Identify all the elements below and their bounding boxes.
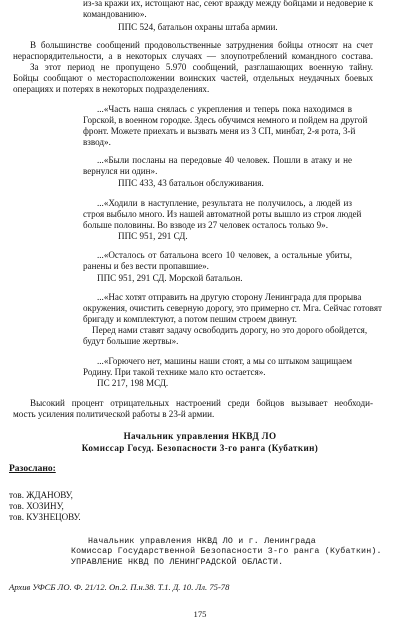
source-reference: ППС 951, 291 СД. (118, 231, 188, 241)
archive-reference: Архив УФСБ ЛО. Ф. 21/12. Оп.2. П.н.38. Т.1. Д. 10. Лл. 75-78 (9, 582, 230, 592)
quote-line: фронт. Можете приехать и вызвать меня из 3 СП, минбат, 2-я рота, 3-й (83, 126, 356, 136)
quote-line: ...«Осталось от батальона всего 10 человек, а остальные убиты, (97, 250, 352, 260)
text-line: За этот период не пропущено 5.970 сообщений, разглашающих военную тайну. (30, 62, 373, 72)
distribution-recipient: тов. КУЗНЕЦОВУ. (9, 512, 81, 522)
text-line: В большинстве сообщений продовольственные затруднения бойцы относят на счет (30, 40, 373, 50)
signature-title: Начальник управления НКВД ЛО (123, 431, 277, 441)
quote-line: ...«Нас хотят отправить на другую сторону Ленинграда для прорыва (97, 292, 362, 302)
typed-signature-line: Комиссар Государственной Безопасности 3-го ранга (Кубаткин). (71, 547, 382, 556)
quote-line: вернулся ни один». (83, 166, 158, 176)
quote-line: Перед нами ставят задачу освободить дорогу, но это дорого обойдется, (92, 325, 368, 335)
quote-line: больше половины. Во взводе из 27 человек осталось только 9». (83, 220, 328, 230)
typed-department: УПРАВЛЕНИЕ НКВД ПО ЛЕНИНГРАДСКОЙ ОБЛАСТИ. (71, 558, 284, 567)
quote-line: взвод». (83, 137, 111, 147)
text-line: командованию». (83, 9, 147, 19)
source-reference: ППС 433, 43 батальон обслуживания. (118, 178, 264, 188)
source-reference: ППС 951, 291 СД. Морской батальон. (97, 273, 243, 283)
quote-line: ...«Ходили в наступление, результата не получилось, а людей из (97, 198, 352, 208)
distribution-recipient: тов. ХОЗИНУ, (9, 501, 64, 511)
quote-line: ...«Часть наша снялась с укрепления и теперь пока находимся в (97, 104, 352, 114)
quote-line: ...«Горючего нет, машины наши стоят, а мы со штыком защищаем (97, 356, 352, 366)
typed-signature-line: Начальник управления НКВД ЛО и г. Ленинграда (88, 537, 316, 546)
quote-line: бригаду и комплектуют, а потом пешим строем двинут. (83, 314, 297, 324)
text-line: из-за кражи их, истощают нас, сеют вражду между бойцами и недоверие к (83, 0, 373, 8)
quote-line: ...«Были посланы на передовые 40 человек. Пошли в атаку и не (97, 155, 352, 165)
source-reference: ПС 217, 198 МСД. (97, 378, 169, 388)
page-number: 175 (193, 609, 207, 619)
text-line: операциях и потерях в некоторых подразделениях. (13, 84, 210, 94)
quote-line: Горской, в военном городке. Здесь обучимся немного и пойдем на другой (83, 115, 368, 125)
text-line: мость усиления политической работы в 23-й армии. (13, 409, 215, 419)
text-line: Высокий процент отрицательных настроений среди бойцов вызывает необходи- (30, 398, 373, 408)
quote-line: будут большие жертвы». (83, 336, 179, 346)
quote-line: Родину. При такой технике мало кто остается». (83, 367, 266, 377)
quote-line: окружения, очистить северную дорогу, это примерно ст. Мга. Сейчас готовят (83, 303, 382, 313)
distribution-recipient: тов. ЖДАНОВУ, (9, 490, 73, 500)
distribution-heading: Разослано: (9, 464, 56, 474)
source-reference: ППС 524, батальон охраны штаба армии. (118, 22, 278, 32)
text-line: нераспорядительности, а в некоторых случаях — злоупотреблений командного состава. (13, 51, 373, 61)
quote-line: строя выбыло много. Из нашей автоматной роты вышло из строя людей (83, 209, 362, 219)
text-line: Бойцы сообщают о месторасположении воинских частей, отдельных неудачных боевых (13, 73, 373, 83)
signature-rank: Комиссар Госуд. Безопасности 3-го ранга (Кубаткин) (81, 443, 319, 453)
quote-line: ранены и без вести пропавшие». (83, 261, 209, 271)
